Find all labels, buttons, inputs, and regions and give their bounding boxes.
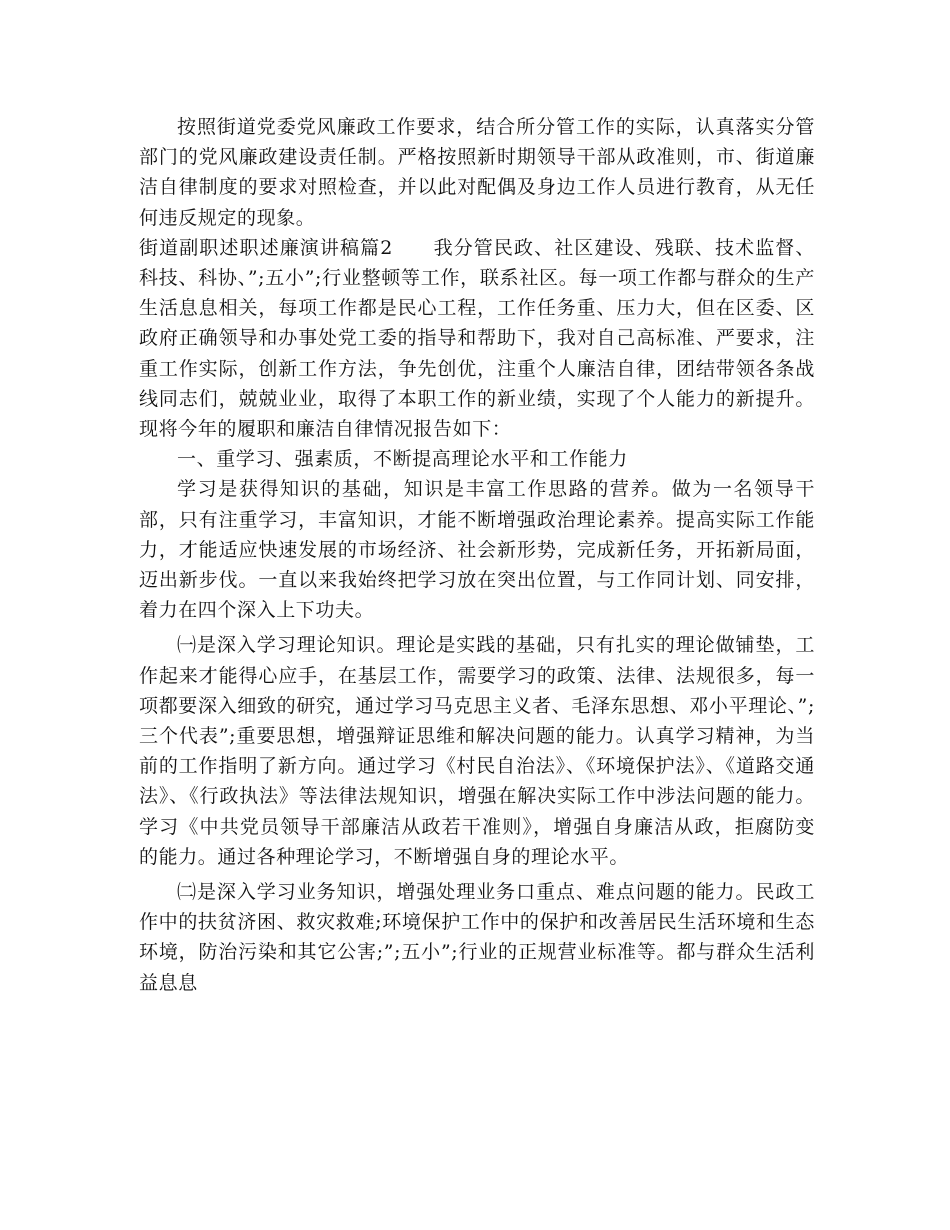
paragraph-study-importance: 学习是获得知识的基础，知识是丰富工作思路的营养。做为一名领导干部，只有注重学习，丰富知识，才能不断增强政治理论素养。提高实际工作能力，才能适应快速发展的市场经济、社会新形势，完成新任务，开拓新局面，迈出新步伐。一直以来我始终把学习放在突出位置，与工作同计划、同安排，着力在四个深入上下功夫。	[139, 478, 815, 622]
paragraph-business-study: ㈡是深入学习业务知识，增强处理业务口重点、难点问题的能力。民政工作中的扶贫济困、救灾救难;环境保护工作中的保护和改善居民生活环境和生态环境，防治污染和其它公害;”;五小”;行业的正规营业标准等。都与群众生活利益息息	[139, 881, 815, 994]
paragraph-theory-study: ㈠是深入学习理论知识。理论是实践的基础，只有扎实的理论做铺垫，工作起来才能得心应手，在基层工作，需要学习的政策、法律、法规很多，每一项都要深入细致的研究，通过学习马克思主义者、毛泽东思想、邓小平理论、”;三个代表”;重要思想，增强辩证思维和解决问题的能力。认真学习精神，为当前的工作指明了新方向。通过学习《村民自治法》、《环境保护法》、《道路交通法》、《行政执法》等法律法规知识，增强在解决实际工作中涉法问题的能力。学习《中共党员领导干部廉洁从政若干准则》，增强自身廉洁从政，拒腐防变的能力。通过各种理论学习，不断增强自身的理论水平。	[139, 634, 815, 868]
document-page	[139, 112, 815, 998]
paragraph-party-conduct: 按照街道党委党风廉政工作要求，结合所分管工作的实际，认真落实分管部门的党风廉政建设责任制。严格按照新时期领导干部从政准则，市、街道廉洁自律制度的要求对照检查，并以此对配偶及身边工作人员进行教育，从无任何违反规定的现象。	[139, 116, 815, 229]
section-heading-study: 一、重学习、强素质，不断提高理论水平和工作能力	[177, 448, 628, 471]
paragraph-report-intro: 街道副职述职述廉演讲稿篇2 我分管民政、社区建设、残联、技术监督、科技、科协、”;五小”;行业整顿等工作，联系社区。每一项工作都与群众的生产生活息息相关，每项工作都是民心工程，工作任务重、压力大，但在区委、区政府正确领导和办事处党工委的指导和帮助下，我对自己高标准、严要求，注重工作实际，创新工作方法，争先创优，注重个人廉洁自律，团结带领各条战线同志们，兢兢业业，取得了本职工作的新业绩，实现了个人能力的新提升。现将今年的履职和廉洁自律情况报告如下：	[139, 236, 815, 441]
